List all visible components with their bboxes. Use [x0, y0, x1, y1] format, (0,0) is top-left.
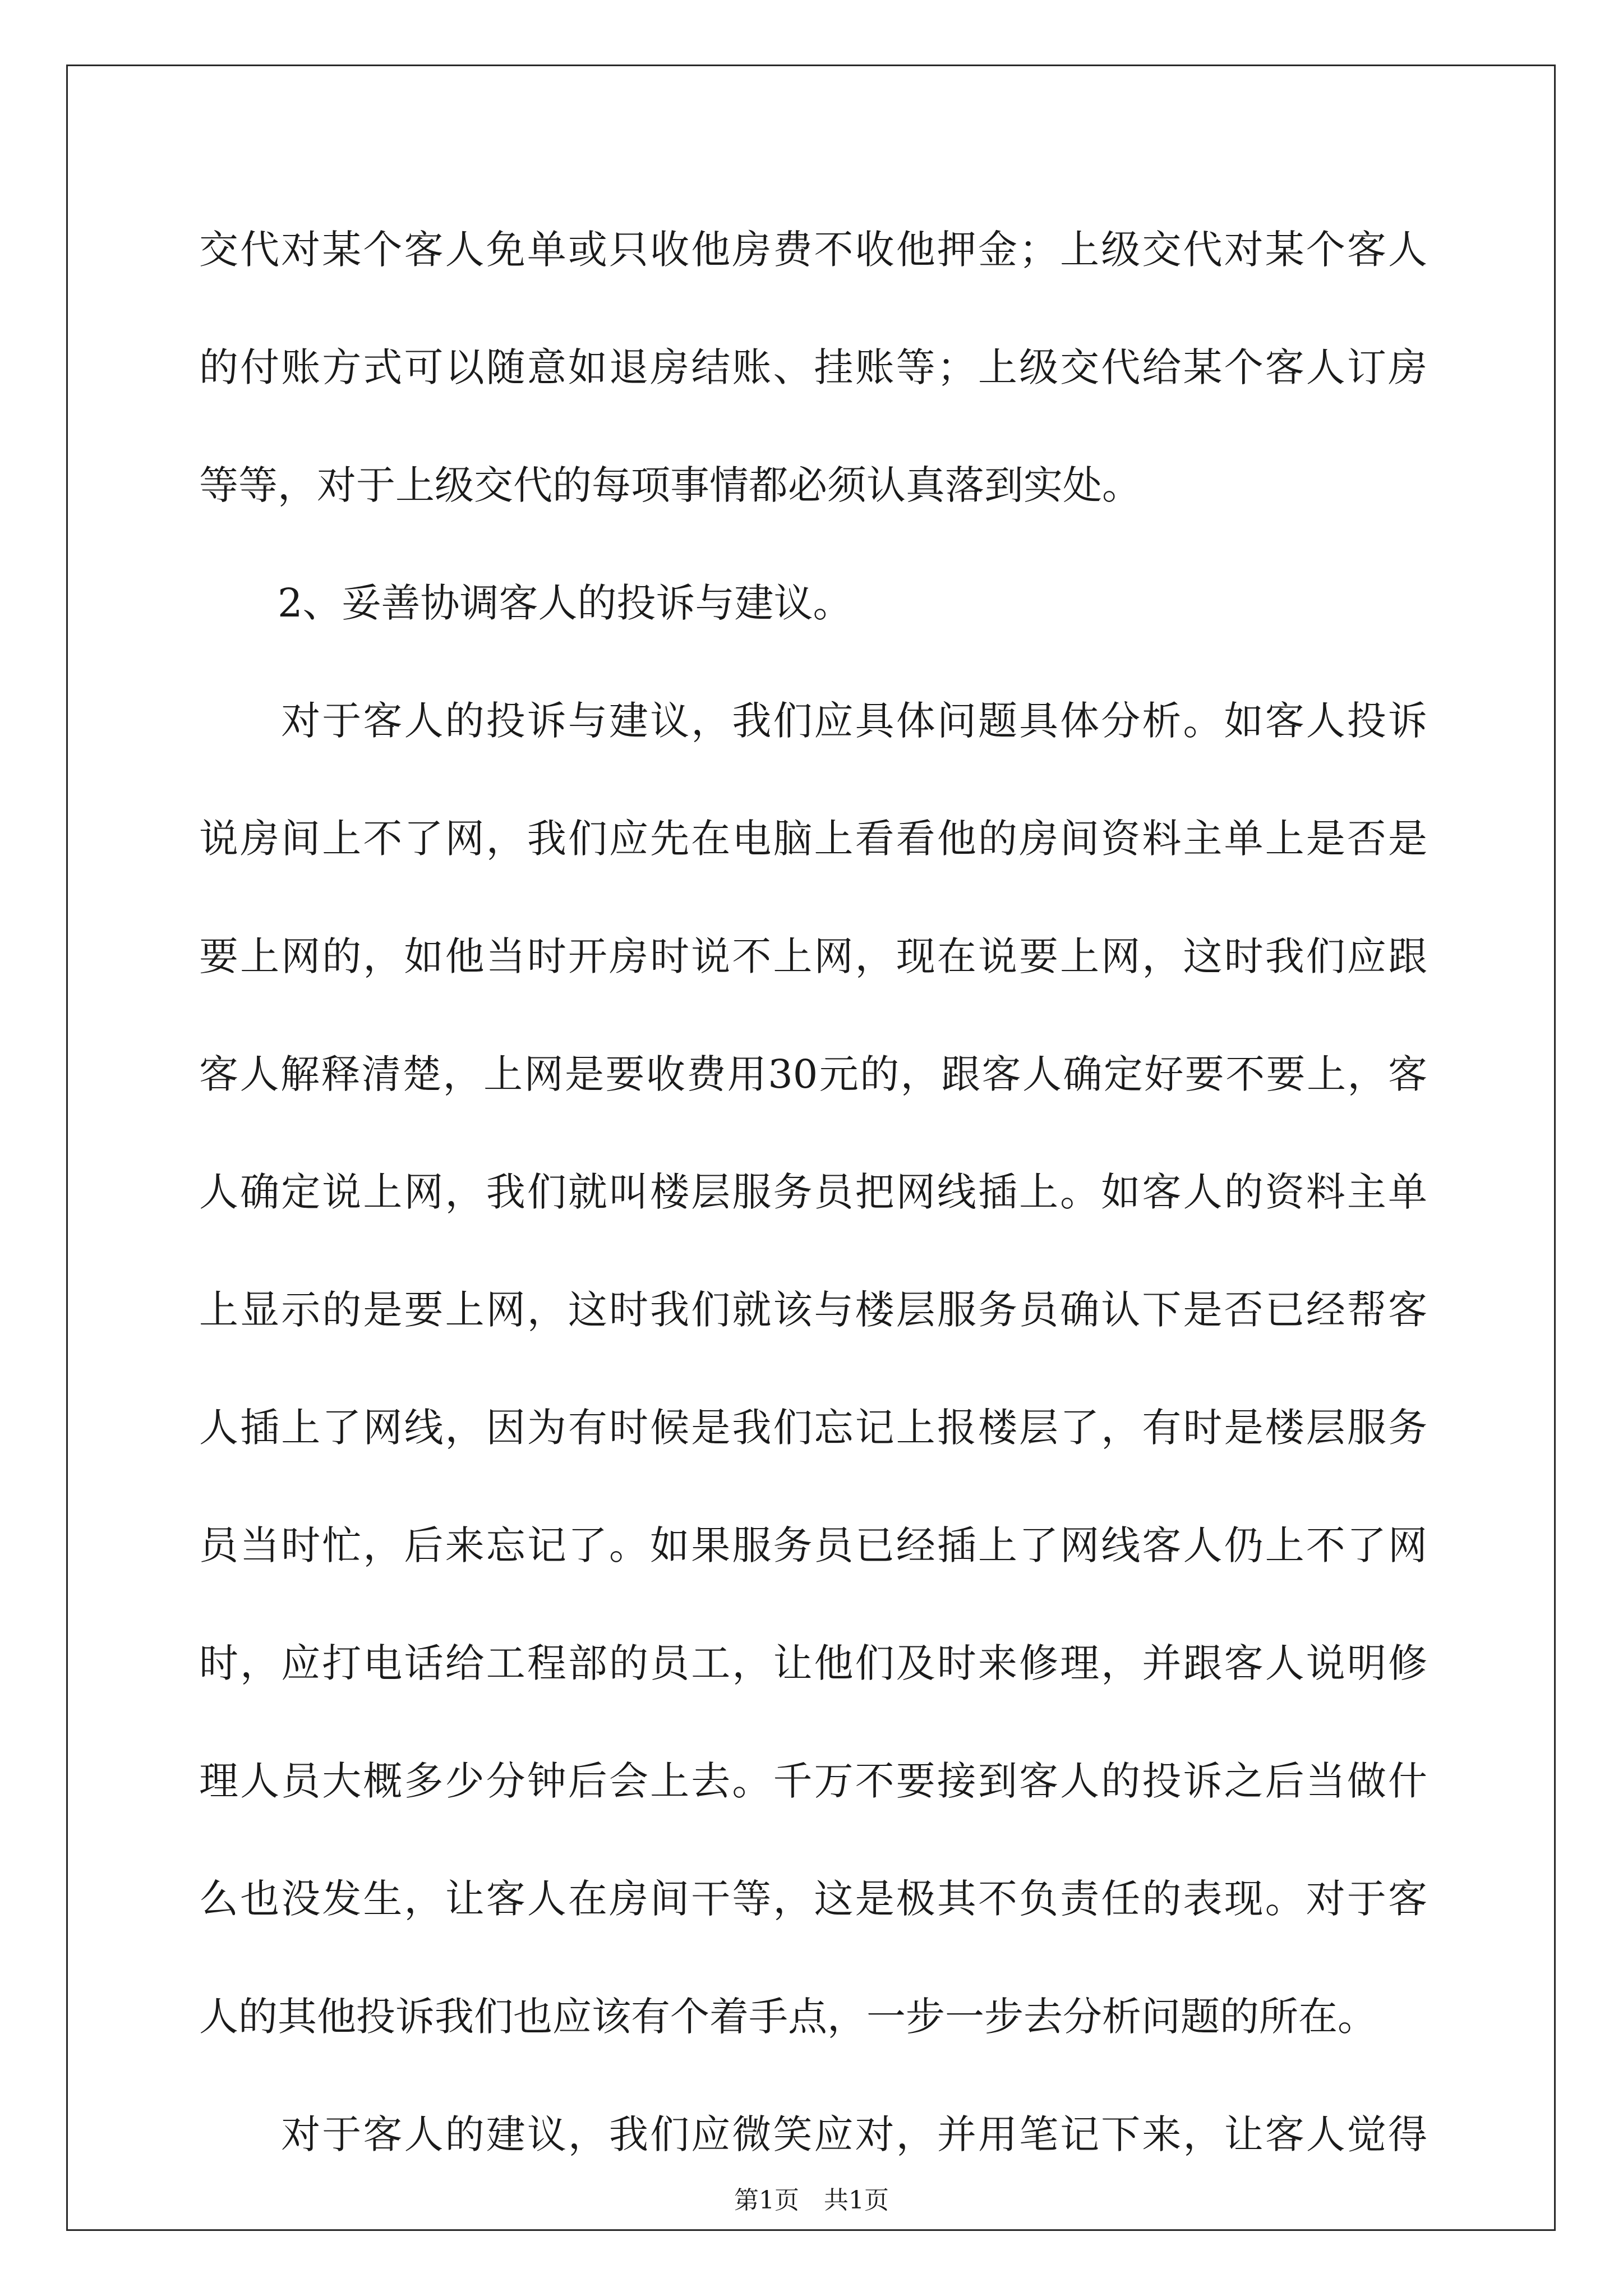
- text-line: 人的其他投诉我们也应该有个着手点，一步一步去分析问题的所在。: [199, 1994, 1377, 2040]
- text-line: 么也没发生，让客人在房间干等，这是极其不负责任的表现。对于客: [199, 1876, 1427, 1922]
- text-line: 客人解释清楚，上网是要收费用30元的，跟客人确定好要不要上，客: [199, 1051, 1427, 1097]
- text-line: 时，应打电话给工程部的员工，让他们及时来修理，并跟客人说明修: [199, 1640, 1427, 1686]
- text-line: 对于客人的投诉与建议，我们应具体问题具体分析。如客人投诉: [199, 698, 1427, 744]
- text-line: 的付账方式可以随意如退房结账、挂账等；上级交代给某个客人订房: [199, 344, 1427, 390]
- document-body: [199, 191, 1427, 2193]
- text-line: 人确定说上网，我们就叫楼层服务员把网线插上。如客人的资料主单: [199, 1169, 1427, 1215]
- text-line: 要上网的，如他当时开房时说不上网，现在说要上网，这时我们应跟: [199, 933, 1427, 979]
- text-line: 上显示的是要上网，这时我们就该与楼层服务员确认下是否已经帮客: [199, 1287, 1427, 1333]
- text-line: 理人员大概多少分钟后会上去。千万不要接到客人的投诉之后当做什: [199, 1758, 1427, 1804]
- text-line: 人插上了网线，因为有时候是我们忘记上报楼层了，有时是楼层服务: [199, 1405, 1427, 1451]
- page-footer: [0, 2184, 1623, 2217]
- text-line: 交代对某个客人免单或只收他房费不收他押金；上级交代对某个客人: [199, 227, 1427, 273]
- text-line: 说房间上不了网，我们应先在电脑上看看他的房间资料主单上是否是: [199, 816, 1427, 862]
- text-line: 对于客人的建议，我们应微笑应对，并用笔记下来，让客人觉得: [199, 2111, 1427, 2157]
- text-line: 员当时忙，后来忘记了。如果服务员已经插上了网线客人仍上不了网: [199, 1522, 1427, 1568]
- section-heading: 2、妥善协调客人的投诉与建议。: [199, 580, 852, 626]
- page-number-label: 第1页 共1页: [734, 2186, 889, 2215]
- text-line: 等等，对于上级交代的每项事情都必须认真落到实处。: [199, 462, 1141, 508]
